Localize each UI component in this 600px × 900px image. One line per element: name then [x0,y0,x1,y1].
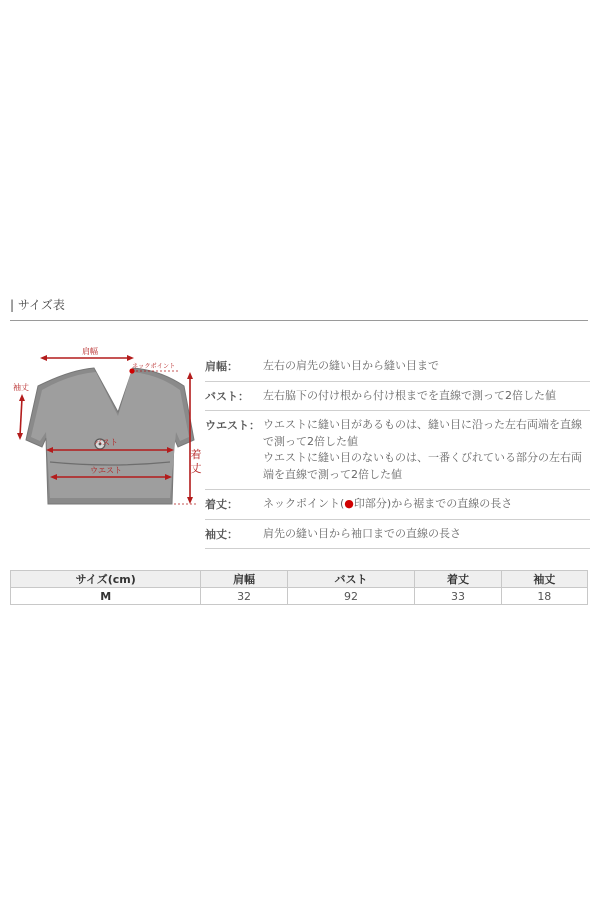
measurement-definitions [205,352,590,549]
definition-line: ウエストに縫い目のないものは、一番くびれている部分の左右両端を直線で測って2倍した値 [263,451,582,481]
definition-text: 左右脇下の付け根から付け根までを直線で測って2倍した値 [263,388,556,402]
sleeve-arrow [20,398,22,436]
definition-line: ウエストに縫い目があるものは、縫い目に沿った左右両端を直線で測って2倍した値 [263,418,582,448]
definition-row-sleeve [205,520,590,550]
table-cell: 33 [415,588,501,605]
size-table [10,570,588,605]
table-header: 着丈 [415,571,501,588]
definition-term: 袖丈： [205,527,238,541]
length-label-bottom: 丈 [190,462,202,475]
table-cell: 18 [501,588,587,605]
table-row [11,588,588,605]
definition-row-length [205,490,590,520]
table-header-row [11,571,588,588]
definition-term: 着丈： [205,498,238,511]
table-header: 袖丈 [501,571,587,588]
table-cell: 92 [287,588,415,605]
table-header: サイズ(cm) [11,571,201,588]
table-header: 肩幅 [201,571,287,588]
bust-label: バスト [94,438,118,447]
definition-row-shoulder [205,352,590,382]
table-cell-size: M [11,588,201,605]
table-cell: 32 [201,588,287,605]
definition-text: 肩先の縫い目から袖口までの直線の長さ [263,526,461,540]
waist-label: ウエスト [90,466,122,475]
neckpoint-dot-icon: ● [344,497,354,510]
definition-row-bust [205,382,590,412]
length-label-top: 着 [190,448,202,461]
neckpoint-label: ネックポイント [132,363,176,370]
section-title: | サイズ表 [10,298,65,312]
garment-measurement-diagram [10,346,202,516]
definition-text: 左右の肩先の縫い目から縫い目まで [263,359,439,372]
definition-term: ウエスト： [205,419,260,432]
definition-row-waist [205,411,590,490]
section-divider [10,320,588,321]
shoulder-label: 肩幅 [82,347,98,356]
definition-text: ネックポイント(●印部分)から裾までの直線の長さ [263,497,513,510]
sleeve-label: 袖丈 [13,383,29,392]
definition-term: 肩幅： [205,360,238,373]
definition-term: バスト： [205,389,249,403]
definition-text [263,417,590,483]
table-header: バスト [287,571,415,588]
